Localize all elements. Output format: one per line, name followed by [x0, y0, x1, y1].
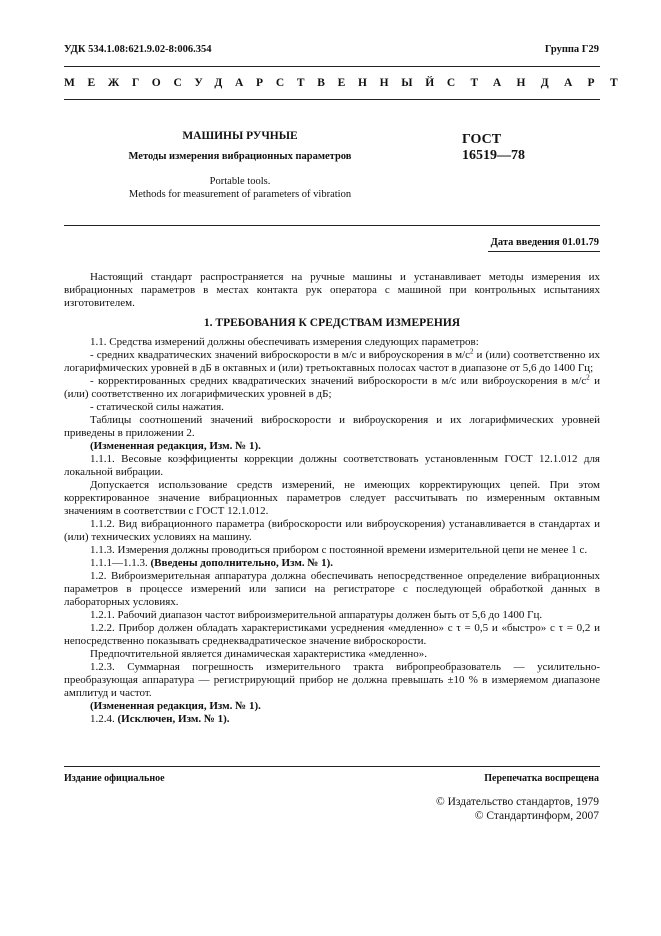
copyright-standartinform: © Стандартинформ, 2007	[474, 810, 599, 822]
interstate-word: МЕЖГОСУДАРСТВЕННЫЙ	[64, 77, 447, 89]
clause-1-2-3: 1.2.3. Суммарная погрешность измерительного тракта вибропреобразователь — усилительно-преобразующая аппаратура — регистрирующий прибор не должна превышать ±10 % в измеряемом диапазоне амплитуд и частот.	[64, 661, 600, 699]
clause-1-2: 1.2. Виброизмерительная аппаратура должна обеспечивать непосредственное определение вибрационных параметров в процессе измерений или записи на регистраторе с последующей обработкой данных в лабораторных условиях.	[64, 570, 600, 608]
english-subtitle: Methods for measurement of parameters of vibration	[128, 189, 352, 200]
top-rule	[64, 66, 600, 67]
effective-date-value: 01.01.79	[562, 237, 599, 248]
amendment-note: (Измененная редакция, Изм. № 1).	[90, 440, 261, 452]
reprint-prohibited-label: Перепечатка воспрещена	[484, 773, 599, 784]
title-rule	[64, 225, 600, 226]
intro-paragraph: Настоящий стандарт распространяется на ручные машины и устанавливает методы измерения их вибрационных параметров в местах контакта рук оператора с машиной при контрольных испытаниях изготовителем.	[64, 271, 600, 309]
clause-1-2-1: 1.2.1. Рабочий диапазон частот виброизмерительной аппаратуры должен быть от 5,6 до 1400 Гц.	[90, 609, 543, 621]
clause-1-1-1: 1.1.1. Весовые коэффициенты коррекции должны соответствовать установленным ГОСТ 12.1.012 для локальной вибрации.	[64, 453, 600, 478]
document-subtitle: Методы измерения вибрационных параметров	[128, 151, 352, 162]
group-code: Группа Г29	[544, 44, 599, 55]
banner-rule	[64, 99, 600, 100]
date-underline	[488, 251, 600, 252]
clauses-introduced-note: 1.1.1—1.1.3. (Введены дополнительно, Изм. № 1).	[90, 557, 334, 569]
body-text	[64, 271, 600, 726]
english-title: Portable tools.	[209, 176, 271, 187]
tables-note: Таблицы соотношений значений виброскорости и виброускорения и их логарифмических уровней приведены в приложении 2.	[64, 414, 600, 439]
clause-1-2-4: 1.2.4. (Исключен, Изм. № 1).	[90, 713, 230, 725]
footer-rule	[64, 766, 600, 767]
copyright-publisher: © Издательство стандартов, 1979	[435, 796, 599, 808]
amendment-note-2: (Измененная редакция, Изм. № 1).	[90, 700, 261, 712]
bullet-rms-values: - средних квадратических значений виброскорости в м/с и виброускорения в $м/с^2$ и (или) соответственно их логарифмических уровней в дБ в октавных и (или) третьоктавных полосах частот в диапазоне от 5,6 до 1400 Гц;	[64, 347, 600, 374]
bullet-corrected-values: - корректированных средних квадратических значений виброскорости в м/с или виброускорения в $м/с^2$ и (или) соответственно их логарифмических уровней в дБ;	[64, 373, 600, 400]
clause-1-1-3: 1.1.3. Измерения должны проводиться прибором с постоянной времени измерительной цепи не менее 1 с.	[90, 544, 588, 556]
interstate-standard-banner	[64, 77, 633, 89]
clause-1-2-2: 1.2.2. Прибор должен обладать характеристиками усреднения «медленно» с τ = 0,5 и «быстро» с τ = 0,2 и непосредственно показывать среднеквадратическое значение виброскорости.	[64, 622, 600, 647]
preferred-characteristic: Предпочтительной является динамическая характеристика «медленно».	[90, 648, 428, 660]
allowed-paragraph: Допускается использование средств измерений, не имеющих корректирующих цепей. При этом корректированное значение вибрационных параметров следует рассчитывать по измеренным октавным значениям в соответствии с ГОСТ 12.1.012.	[64, 479, 600, 517]
section-1-heading: 1. ТРЕБОВАНИЯ К СРЕДСТВАМ ИЗМЕРЕНИЯ	[203, 317, 461, 329]
official-edition-label: Издание официальное	[64, 773, 165, 784]
clause-1-1-2: 1.1.2. Вид вибрационного параметра (виброскорости или виброускорения) устанавливается в стандартах и (или) технических условиях на машину.	[64, 518, 600, 543]
udk-code: УДК 534.1.08:621.9.02-8:006.354	[64, 44, 212, 55]
gost-designation	[462, 132, 525, 164]
clause-1-1: 1.1. Средства измерений должны обеспечивать измерения следующих параметров:	[90, 336, 479, 348]
effective-date-label: Дата введения	[490, 237, 560, 248]
gost-number: 16519—78	[462, 148, 525, 163]
effective-date	[491, 237, 599, 248]
standard-word: СТАНДАРТ	[446, 77, 633, 89]
gost-label: ГОСТ	[462, 132, 502, 147]
bullet-static-force: - статической силы нажатия.	[90, 401, 224, 413]
document-title: МАШИНЫ РУЧНЫЕ	[182, 130, 298, 142]
